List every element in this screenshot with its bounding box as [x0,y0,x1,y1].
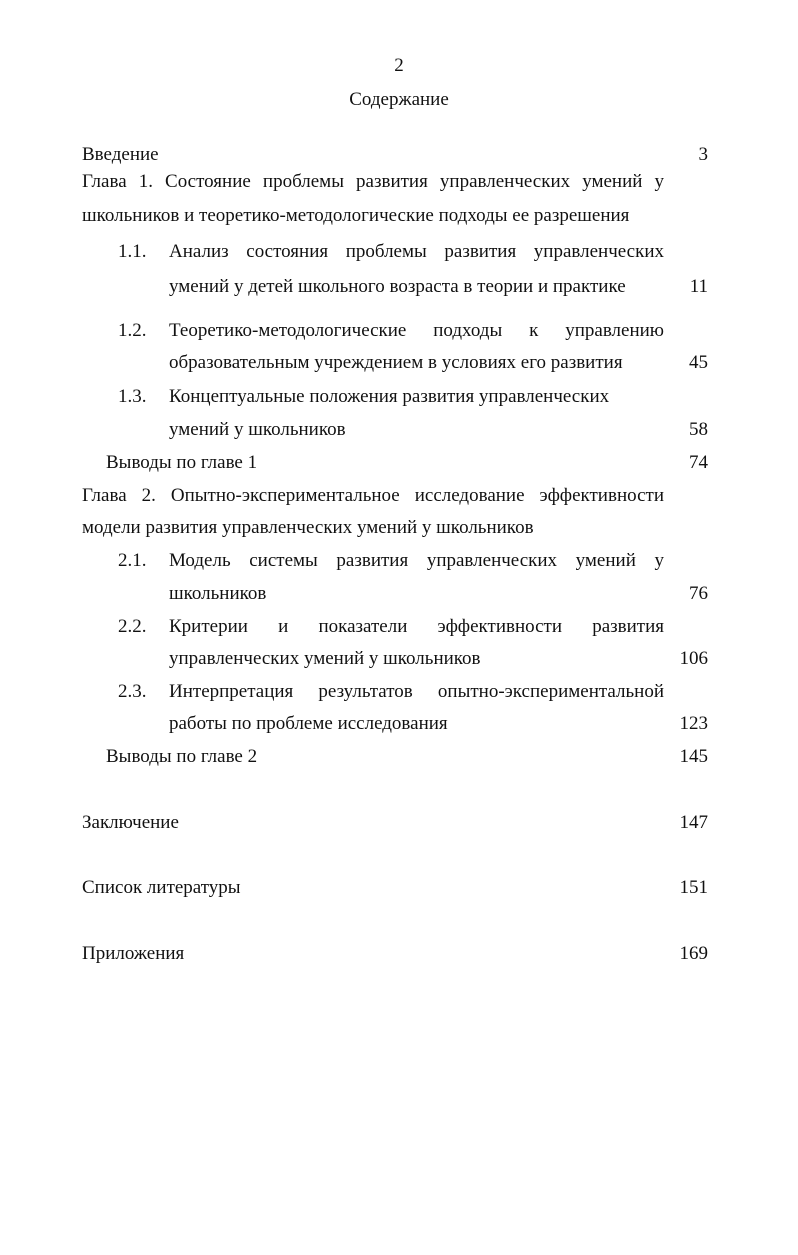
toc-intro-page: 3 [698,144,708,165]
toc-section-1-3-line1: Концептуальные положения развития управленческих [169,386,610,407]
toc-conclusion-label: Заключение [82,812,179,833]
toc-section-1-2-number: 1.2. [118,320,147,341]
toc-appendices-page: 169 [679,943,708,964]
toc-section-2-3-line1: Интерпретация результатов опытно-экспериментальной [169,681,664,702]
toc-section-2-2-number: 2.2. [118,616,147,637]
toc-chapter2-conclusions-page: 145 [679,746,708,767]
toc-section-2-2-line1: Критерии и показатели эффективности развития [169,616,664,637]
toc-section-2-1-line2: школьников [169,583,267,604]
toc-section-1-3-number: 1.3. [118,386,147,407]
toc-section-2-1-page: 76 [689,583,708,604]
toc-section-1-2-page: 45 [689,352,708,373]
toc-chapter2-title-line1: Глава 2. Опытно-экспериментальное исследование эффективности [82,485,664,506]
toc-chapter2-title-line2: модели развития управленческих умений у школьников [82,517,534,538]
toc-section-1-1-line2: умений у детей школьного возраста в теории и практике [169,276,626,297]
toc-section-2-3-line2: работы по проблеме исследования [169,713,448,734]
toc-section-1-1-number: 1.1. [118,241,147,262]
toc-section-1-2-line1: Теоретико-методологические подходы к управлению [169,320,664,341]
toc-references-label: Список литературы [82,877,241,898]
toc-chapter2-conclusions-label: Выводы по главе 2 [106,746,258,767]
toc-section-2-1-number: 2.1. [118,550,147,571]
toc-chapter1-conclusions-page: 74 [689,452,708,473]
toc-references-page: 151 [679,877,708,898]
toc-appendices-label: Приложения [82,943,185,964]
toc-section-2-2-line2: управленческих умений у школьников [169,648,481,669]
toc-chapter1-conclusions-label: Выводы по главе 1 [106,452,258,473]
page-title: Содержание [349,89,449,110]
toc-section-2-3-page: 123 [679,713,708,734]
page-number: 2 [394,55,404,76]
toc-section-1-3-line2: умений у школьников [169,419,346,440]
toc-intro-label: Введение [82,144,159,165]
toc-section-1-1-line1: Анализ состояния проблемы развития управленческих [169,241,664,262]
toc-section-1-3-page: 58 [689,419,708,440]
toc-section-2-1-line1: Модель системы развития управленческих умений у [169,550,664,571]
toc-chapter1-title-line2: школьников и теоретико-методологические подходы ее разрешения [82,205,630,226]
toc-section-2-3-number: 2.3. [118,681,147,702]
toc-conclusion-page: 147 [679,812,708,833]
toc-section-1-2-line2: образовательным учреждением в условиях его развития [169,352,623,373]
toc-section-2-2-page: 106 [679,648,708,669]
toc-section-1-1-page: 11 [689,276,708,297]
toc-chapter1-title-line1: Глава 1. Состояние проблемы развития управленческих умений у [82,171,664,192]
